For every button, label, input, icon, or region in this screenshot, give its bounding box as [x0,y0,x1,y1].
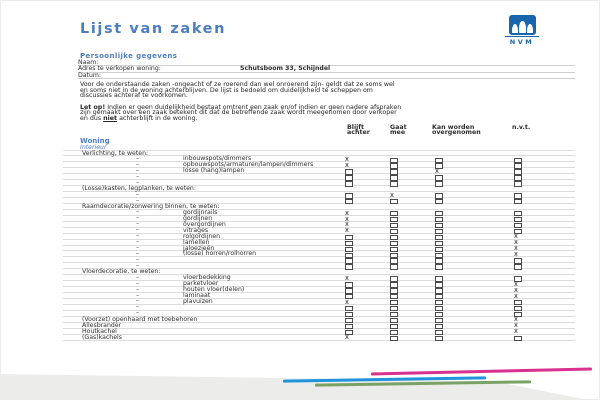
x-mark[interactable]: x [514,315,518,324]
row-label: inbouwspots/dimmers [183,155,252,163]
row-label: (losse) horren/rolhorren [183,250,257,258]
row-dash: – [136,154,140,162]
row-label: losse (hang)lampen [183,167,245,175]
row-label: Allesbrander [82,321,122,329]
row-dash: – [136,303,140,311]
checkbox[interactable] [514,336,522,341]
intro-line: en soms niet in de woning achterblijven. De lijst is bedoeld om duidelijkheid te scheppen om [80,86,373,94]
notice-line: zijn gemaakt over een zaak betekent dit dat de betreffende zaak wordt meegenomen door verkoper [80,109,397,117]
row-dash: – [136,273,140,281]
notice-line [80,116,580,122]
row-dash: – [136,220,140,228]
x-mark[interactable]: x [345,208,349,217]
row-dash: – [136,291,140,299]
roof-right-icon [527,24,533,33]
intro-line: discussies achteraf te voorkomen. [80,92,188,100]
intro-line: Voor de onderstaande zaken -ongeacht of ze roerend dan wel onroerend zijn- geldt dat ze soms wel [80,81,395,88]
row-label: jaloezieën [183,244,215,252]
x-mark[interactable]: x [345,333,349,342]
row-label: plavuizen [183,297,213,305]
row-label: (Losse)kasten, legplanken, te weten: [82,185,196,193]
row-dash: – [136,309,140,317]
nvm-logo [505,15,539,46]
field-label-naam: Naam: [78,58,99,66]
row-label: vitrages [183,226,209,234]
items-table [63,150,575,341]
x-mark[interactable]: x [390,190,394,199]
x-mark[interactable]: x [345,161,349,170]
x-mark[interactable]: x [514,232,518,241]
row-dash: – [136,160,140,168]
nvm-logo-label: NVM [505,36,539,46]
gray-band-shape [0,374,588,400]
notice-line3-pre: en dus [80,114,104,122]
field-label-adres: Adres te verkopen woning: [78,65,161,73]
row-label: gordijnen [183,214,213,222]
x-mark[interactable]: x [345,155,349,164]
x-mark[interactable]: x [514,327,518,336]
roof-center-icon [519,21,526,33]
column-header-kan-worden-overgenomen: Kan worden overgenomen [432,124,481,136]
row-label: overgordijnen [183,220,226,228]
x-mark[interactable]: x [514,291,518,300]
row-dash: – [136,285,140,293]
x-mark[interactable]: x [514,285,518,294]
notice-line3-rest: achterblijft in de woning. [117,114,198,122]
x-mark[interactable]: x [345,273,349,282]
field-row-datum [78,73,575,80]
x-mark[interactable]: x [514,238,518,247]
column-header-gaat-mee: Gaat mee [390,124,407,136]
row-dash: – [136,249,140,257]
row-dash: – [136,238,140,246]
notice-paragraph [80,105,580,122]
row-dash: – [136,244,140,251]
field-label-datum: Datum: [78,71,102,79]
row-dash: – [136,297,140,305]
notice-emphasis-niet: niet [103,114,118,122]
notice-bold-prefix: Let op! [80,103,106,111]
column-header-nvt: n.v.t. [512,124,531,131]
row-dash: – [136,255,140,263]
page-title: Lijst van zaken [80,21,227,37]
row-dash: – [136,214,140,222]
intro-paragraph [80,82,580,99]
personal-fields [78,60,575,80]
x-mark[interactable]: x [345,297,349,306]
row-dash: – [136,196,140,204]
column-header-blijft-achter: Blijft achter [347,124,370,136]
personal-data-heading: Persoonlijke gegevens [80,52,178,60]
x-mark[interactable]: x [345,226,349,235]
row-dash: – [136,261,140,269]
table-row [63,335,575,341]
row-label: Verlichting, te weten: [82,149,149,157]
row-label: (Gas)kachels [82,333,122,341]
row-label: laminaat [183,292,211,299]
row-dash: – [136,232,140,240]
roof-left-icon [512,24,518,33]
row-dash: – [136,178,140,186]
checkbox[interactable] [435,336,443,341]
row-label: houten vloer(delen) [183,286,245,294]
row-label: rolgordijnen [183,232,221,240]
x-mark[interactable]: x [514,279,518,288]
row-label: Raamdecoratie/zonwering binnen, te weten: [82,202,220,210]
row-label: (Voorzet) openhaard met toebehoren [82,315,198,323]
pink-stripe [371,367,592,375]
x-mark[interactable]: x [514,244,518,253]
x-mark[interactable]: x [345,214,349,223]
nvm-logo-mark [509,15,536,35]
x-mark[interactable]: x [514,250,518,259]
row-dash: – [136,166,140,174]
row-dash: – [136,279,140,287]
row-dash: – [136,190,140,198]
row-dash: – [136,208,140,216]
field-row-adres [78,66,575,73]
row-label: parketvloer [183,280,219,288]
row-label: lamellen [183,238,210,246]
checkbox[interactable] [390,336,398,341]
x-mark[interactable]: x [435,167,439,176]
section-title-woning: Woning [80,136,110,145]
field-value-adres: Schutsboom 33, Schijndel [240,65,331,73]
row-dash: – [136,172,140,180]
row-label: Vloerdecoratie, te weten: [82,268,161,276]
x-mark[interactable]: x [514,321,518,330]
row-label: opbouwspots/armaturen/lampen/dimmers [183,161,314,169]
row-label: gordijnrails [183,208,218,216]
row-label: vloerbedekking [183,274,231,282]
row-label: Houtkachel [82,327,117,335]
section-subtitle-interieur: Interieur [80,143,107,151]
notice-line1-rest: Indien er geen duidelijkheid bestaat omtrent een zaak en/of indien er geen nadere afspraken [105,103,402,111]
x-mark[interactable]: x [345,220,349,229]
row-dash: – [136,226,140,234]
